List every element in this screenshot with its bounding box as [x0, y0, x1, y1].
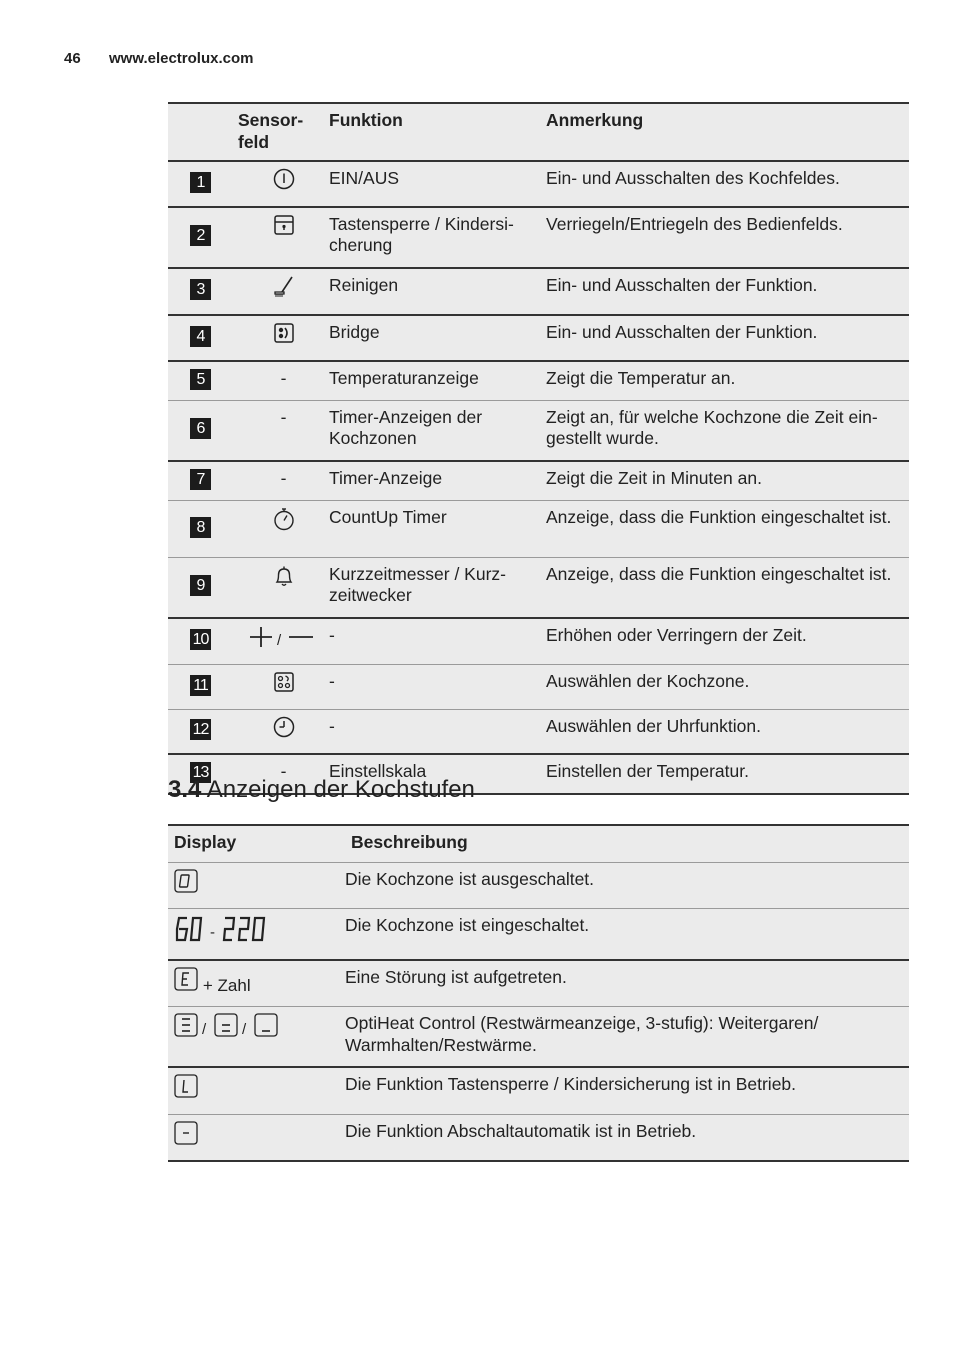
- row-function: Timer-Anzeige: [329, 467, 443, 488]
- zone-select-icon: [273, 671, 295, 699]
- table-row: [168, 1067, 909, 1114]
- row-number: 6: [190, 418, 211, 439]
- website-url: www.electrolux.com: [109, 50, 254, 67]
- table-row: [168, 665, 909, 710]
- row-description: Eine Störung ist aufgetreten.: [345, 966, 567, 987]
- table-row: [168, 207, 909, 268]
- row-number: 10: [190, 629, 211, 650]
- row-sensor: -: [280, 761, 287, 781]
- page-number: 46: [64, 50, 81, 67]
- row-function: CountUp Timer: [329, 506, 447, 527]
- row-description: OptiHeat Control (Restwärmeanzeige, 3-stufig): Weitergaren/ Warmhalten/Restwärme.: [345, 1013, 819, 1055]
- row-sensor: -: [280, 467, 287, 488]
- row-note: Ein- und Ausschalten der Funktion.: [546, 322, 818, 342]
- row-function: Temperaturanzeige: [329, 367, 479, 388]
- error-display-icon: [174, 967, 198, 997]
- row-function: Tastensperre / Kindersi-cherung: [329, 213, 514, 255]
- row-note: Anzeige, dass die Funktion eingeschaltet ist.: [546, 563, 892, 584]
- display-table-header: [168, 825, 909, 862]
- row-number: 11: [190, 675, 211, 696]
- table-row: [168, 709, 909, 754]
- row-description: Die Kochzone ist ausgeschaltet.: [345, 868, 595, 889]
- row-function: Einstellskala: [329, 761, 427, 781]
- header-sensor-line2: feld: [238, 131, 270, 152]
- row-description: Die Funktion Tastensperre / Kindersicherung ist in Betrieb.: [345, 1074, 797, 1094]
- row-number: 8: [190, 517, 211, 538]
- plus-minus-icon: [249, 625, 319, 655]
- row-number: 2: [190, 225, 211, 246]
- clock-icon: [273, 716, 295, 744]
- row-function: -: [329, 624, 335, 645]
- table-row: [168, 1007, 909, 1068]
- header-sensor-line1: Sensor-: [238, 110, 304, 130]
- section-title: [168, 776, 475, 804]
- table-row: [168, 960, 909, 1007]
- display-off-icon: [174, 869, 198, 899]
- table-row: [168, 618, 909, 665]
- auto-off-display-icon: [174, 1121, 198, 1151]
- power-icon: [273, 168, 295, 196]
- error-suffix: + Zahl: [202, 975, 251, 995]
- sensor-table: [168, 102, 909, 795]
- row-function: -: [329, 715, 335, 736]
- table-row: [168, 500, 909, 557]
- lock-display-icon: [174, 1074, 198, 1104]
- table-row: [168, 557, 909, 618]
- row-number: 12: [190, 719, 211, 740]
- row-number: 4: [190, 326, 211, 347]
- row-note: Auswählen der Kochzone.: [546, 671, 750, 691]
- bell-icon: [273, 564, 295, 594]
- section-number: 3.4: [168, 776, 202, 803]
- row-number: 9: [190, 575, 211, 596]
- row-number: 13: [190, 762, 211, 783]
- table-row: [168, 161, 909, 207]
- row-number: 1: [190, 172, 211, 193]
- lock-icon: [273, 214, 295, 242]
- row-function: EIN/AUS: [329, 168, 400, 188]
- header-display: Display: [168, 825, 345, 862]
- row-note: Verriegeln/Entriegeln des Bedienfelds.: [546, 213, 843, 234]
- row-note: Zeigt an, für welche Kochzone die Zeit ein-gestellt wurde.: [546, 406, 878, 448]
- stopwatch-icon: [273, 507, 295, 537]
- brush-icon: [272, 275, 296, 305]
- row-note: Zeigt die Zeit in Minuten an.: [546, 467, 762, 488]
- header-sensor: [238, 103, 329, 161]
- header-function: Funktion: [329, 110, 403, 130]
- residual-heat-display-icon: [174, 1013, 280, 1045]
- table-row: [168, 268, 909, 316]
- row-note: Anzeige, dass die Funktion eingeschaltet ist.: [546, 506, 892, 527]
- page-header: [64, 50, 254, 67]
- table-row: [168, 315, 909, 361]
- display-table: [168, 824, 909, 1162]
- row-note: Einstellen der Temperatur.: [546, 761, 749, 781]
- row-note: Erhöhen oder Verringern der Zeit.: [546, 624, 807, 645]
- row-function: Bridge: [329, 322, 380, 342]
- svg-text:/: /: [276, 631, 281, 649]
- header-note: Anmerkung: [546, 110, 644, 130]
- row-description: Die Kochzone ist eingeschaltet.: [345, 915, 590, 935]
- svg-text:/: /: [242, 1021, 247, 1038]
- svg-text:/: /: [202, 1021, 207, 1038]
- row-number: 5: [190, 369, 211, 390]
- table-row: [168, 400, 909, 461]
- section-heading: Anzeigen der Kochstufen: [206, 776, 475, 803]
- table-row: [168, 461, 909, 501]
- row-function: Kurzzeitmesser / Kurz-zeitwecker: [329, 563, 506, 605]
- table-row: [168, 862, 909, 909]
- row-function: -: [329, 671, 335, 691]
- header-number-cell: [168, 103, 238, 161]
- row-note: Ein- und Ausschalten des Kochfeldes.: [546, 168, 840, 188]
- table-row: [168, 361, 909, 401]
- row-sensor: -: [280, 367, 287, 388]
- header-description: Beschreibung: [345, 825, 909, 862]
- bridge-icon: [273, 322, 295, 350]
- row-note: Zeigt die Temperatur an.: [546, 367, 736, 388]
- table-row: [168, 909, 909, 960]
- row-note: Ein- und Ausschalten der Funktion.: [546, 274, 818, 295]
- table-row: [168, 1114, 909, 1161]
- sensor-table-header: [168, 103, 909, 161]
- row-number: 7: [190, 469, 211, 490]
- row-function: Timer-Anzeigen der Kochzonen: [329, 406, 483, 448]
- row-function: Reinigen: [329, 274, 399, 295]
- row-description: Die Funktion Abschaltautomatik ist in Betrieb.: [345, 1120, 697, 1141]
- temperature-range-display-icon: [174, 915, 276, 949]
- svg-text:-: -: [210, 924, 215, 941]
- row-note: Auswählen der Uhrfunktion.: [546, 715, 761, 736]
- row-number: 3: [190, 279, 211, 300]
- row-sensor: -: [280, 406, 287, 427]
